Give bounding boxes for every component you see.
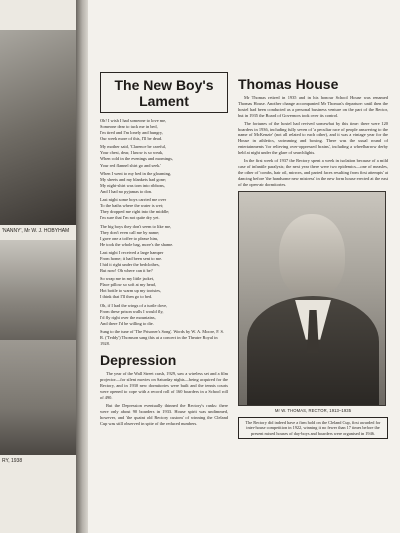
right-column [238,72,388,439]
thomas-house-text [238,95,388,188]
portrait-caption: Mr W. THOMAS, RECTOR, 1913–1935 [274,407,352,413]
poem-line: I think that I'll then go to bed. [100,294,153,300]
poem-line: Your red flannel shirt go and seek.' [100,162,162,168]
paragraph: Mr Thomas retired in 1935 and in his honour School House was renamed Thomas House. Another change accompanied Mr Thomas's departure: until then the hostel had been conducted as a personal business venture on the part of the Rector, but in 1935 the Board of Governors took over its control. [238,95,388,118]
poem-stanza [100,118,228,142]
poem-line: They dropped me right into the middle; [100,209,170,215]
poem-line: They don't even call me by name; [100,229,160,235]
poem-line: I hid it right under the bedclothes, [100,261,160,267]
poem-line: I'm tired and I'm lonely and hungry, [100,130,163,136]
depression-heading: Depression [100,352,177,369]
page [88,0,400,533]
poem-line: From these prison walls I would fly, [100,308,164,314]
cleland-cup-note: The Rectory did indeed have a firm hold on the Cleland Cup, first awarded for inter-house competition in 1922, winning it no fewer than 17 times before the present mixed houses of day-boys and boarders were organised in 1946. [238,417,388,440]
poem-line: Our week more of this, I'll be dead. [100,136,163,142]
paragraph: The year of the Wall Street crash, 1929, saw a wireless set and a film projector—for silent movies on Saturday nights—being acquired for the Rectory, and in 1930 new dormitories were built and the tennis courts were opened to cope with a record roll of 160 boarders in a School roll of 490. [100,371,228,401]
photo-caption-bottom: RY, 1938 [2,458,23,464]
poem-stanza [100,276,228,300]
poem-line: But now! Oh where can it be? [100,268,153,274]
poem-line: Oh! I wish I had someone to love me, [100,118,167,123]
poem-line: And I had no pyjamas to don. [100,188,153,194]
paragraph: The fortunes of the hostel had revived somewhat by this time: there were 120 boarders in 1936, including fully seven of 'a peculiar race of people answering to the name of McKenzie' (not all related to each other), and it was a vintage year for the House in athletics, swimming and boxing. There was the usual round of entertainments 'for relieving over-oppressed brains', including a wheelbarrow derby held at night under the glare of searchlights. [238,120,388,156]
facing-page [0,0,82,533]
poem-line: When I went to my bed in the gloaming, [100,170,172,176]
poem-stanza [100,144,228,168]
poem-line: To the baths where the water is wet; [100,203,164,209]
poem-line: Last night I received a large hamper [100,249,164,255]
poem-line: He took the whole bag, more's the shame. [100,241,174,247]
poem-line: Your chest, dear, I know is so weak, [100,150,164,156]
poem-line: And there I'd be willing to die. [100,320,154,326]
depression-text [100,371,228,426]
thomas-house-heading: Thomas House [238,76,339,92]
poem-title-line1: The New Boy's [114,77,214,93]
poem-line: My night-shirt was torn into ribbons, [100,182,165,188]
poem-stanza [100,171,228,195]
left-column [100,72,228,429]
photo-caption-top: 'NANNY', Mr W. J. HOBYHAM [2,228,70,234]
photo-boys-group [0,340,76,455]
poem-line: My sheets and my blankets had gone; [100,176,167,182]
poem-line: Hot bottle to warm up my tootsies, [100,288,162,294]
poem-line: My mother said, 'Clarence be careful, [100,144,167,150]
poem-title-line2: Lament [139,93,189,109]
photo-groundsman [0,30,76,225]
poem-line: I'm sure that I'm not quite dry yet. [100,215,160,221]
poem-note: Sung to the tune of 'The Prisoner's Song'. Words by W. A. Moore, F. S. R. ('Teddy') Thomson sang this at a concert in the Theatre Royal in 1928. [100,329,225,346]
poem-stanza [100,303,228,327]
photo-buildings [0,240,76,350]
poem-stanza [100,197,228,221]
poem-line: The big boys they don't seem to like me, [100,223,172,229]
poem-line: From home; it had been sent to me. [100,255,163,261]
poem-line: I'd fly right over the mountains, [100,314,156,320]
poem-line: When cold in the evenings and mornings, [100,156,174,162]
poem-line: Last night some boys carried me over [100,197,167,203]
poem-line: So wrap me in my little jacket, [100,276,155,282]
poem-text [100,118,228,327]
poem-line: Someone dear to tuck me in bed, [100,124,158,130]
rector-portrait-photo [238,191,386,406]
poem-stanza [100,224,228,248]
paragraph: But the Depression eventually thinned the Rectory's ranks: there were only about 90 boarders in 1933. House spirit was undimmed, however, and 'the quaint old Rectory custom' of winning the Cleland Cup was still observed in spite of the reduced numbers. [100,402,228,426]
poem-line: I gave one a toffee to please him, [100,235,159,241]
poem-stanza [100,250,228,274]
poem-title-box [100,72,228,113]
poem-line: Oh, if I had the wings of a turtle dove, [100,302,168,308]
paragraph: In the first week of 1937 the Rectory spent a week in isolation because of a mild case of infantile paralysis; the next year there were two epidemics—one of measles, the other of 'combs, hair oil, mirrors, and parted faces resulting from first attempts' at dancing before 'the handsome new mistress' in the new form house erected at the east of the open-air dormitories. [238,158,388,187]
poem-line: Place pillow so soft at my head, [100,282,156,288]
